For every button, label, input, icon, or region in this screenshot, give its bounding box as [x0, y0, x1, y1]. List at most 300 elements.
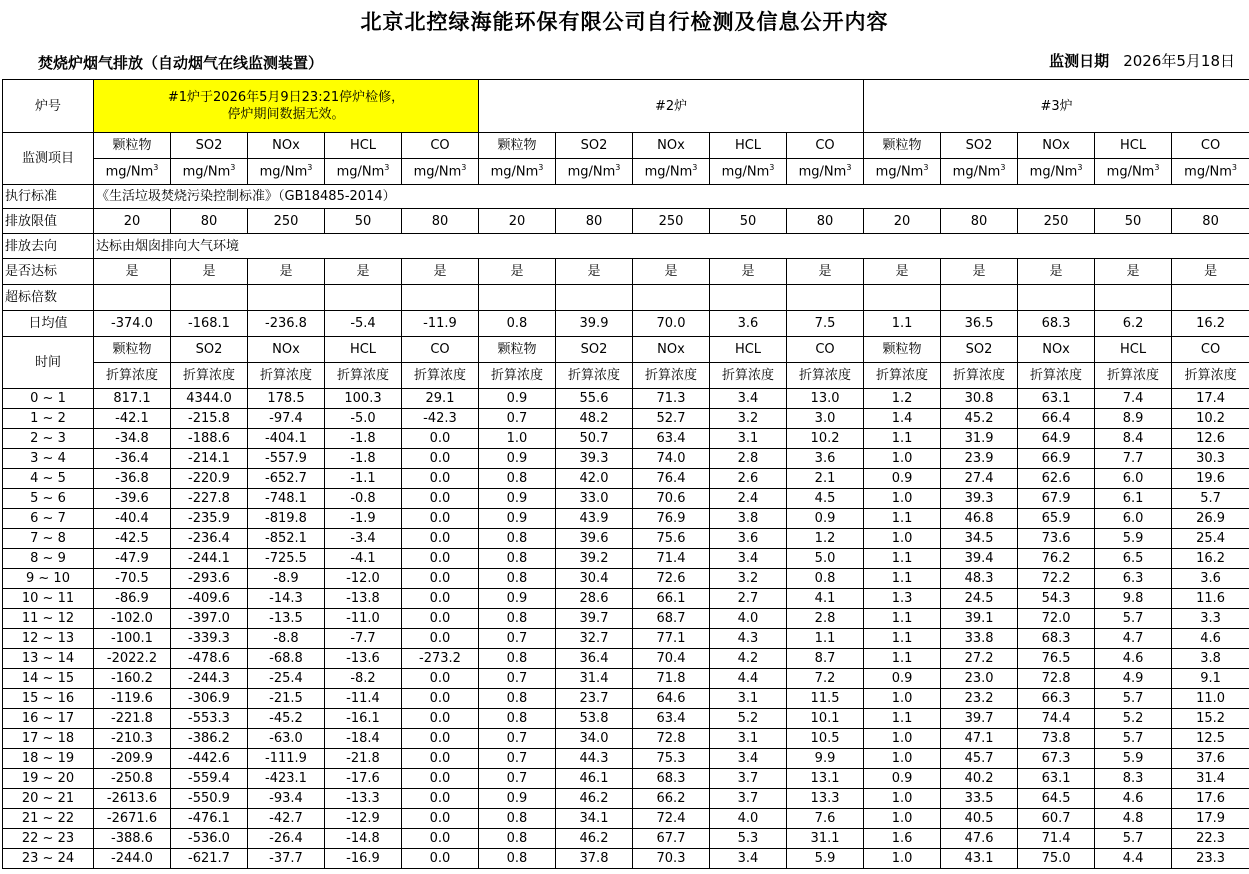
- unit-cell: [248, 159, 325, 185]
- value-cell: -34.8: [94, 429, 171, 449]
- value-cell: 1.2: [864, 389, 941, 409]
- value-cell: 0.8: [479, 469, 556, 489]
- value-cell: 0.0: [402, 569, 479, 589]
- value-cell: -339.3: [171, 629, 248, 649]
- value-cell: 9.9: [787, 749, 864, 769]
- table-row: [3, 829, 1249, 849]
- page-title: 北京北控绿海能环保有限公司自行检测及信息公开内容: [360, 10, 889, 34]
- time-cell: 7 ~ 8: [3, 529, 94, 549]
- value-cell: 0.0: [402, 609, 479, 629]
- value-cell: -12.0: [325, 569, 402, 589]
- unit-text: mg/Nm: [259, 164, 308, 180]
- value-cell: 47.1: [941, 729, 1018, 749]
- value-cell: 19.6: [1172, 469, 1249, 489]
- value-cell: 2.7: [710, 589, 787, 609]
- compliant-value: 是: [941, 259, 1018, 285]
- exceed-value: [1018, 285, 1095, 311]
- pollutant-header: NOx: [1018, 133, 1095, 159]
- value-cell: 0.0: [402, 749, 479, 769]
- value-cell: 7.7: [1095, 449, 1172, 469]
- value-cell: 48.3: [941, 569, 1018, 589]
- pollutant-header: CO: [787, 133, 864, 159]
- table-row: [3, 849, 1249, 869]
- value-cell: 0.0: [402, 629, 479, 649]
- value-cell: 3.4: [710, 549, 787, 569]
- value-cell: 10.2: [1172, 409, 1249, 429]
- value-cell: 2.8: [710, 449, 787, 469]
- compliant-value: 是: [1095, 259, 1172, 285]
- value-cell: 1.2: [787, 529, 864, 549]
- value-cell: 0.8: [479, 649, 556, 669]
- pollutant-header: NOx: [248, 337, 325, 363]
- value-cell: -1.9: [325, 509, 402, 529]
- pollutant-header: SO2: [556, 133, 633, 159]
- daily-avg-value: 3.6: [710, 311, 787, 337]
- daily-avg-value: 36.5: [941, 311, 1018, 337]
- value-cell: 43.9: [556, 509, 633, 529]
- value-cell: 4.5: [787, 489, 864, 509]
- unit-superscript: 3: [923, 163, 929, 173]
- conv-conc-header: 折算浓度: [325, 363, 402, 389]
- unit-cell: [1095, 159, 1172, 185]
- value-cell: 3.7: [710, 789, 787, 809]
- value-cell: 5.2: [1095, 709, 1172, 729]
- value-cell: -102.0: [94, 609, 171, 629]
- value-cell: 46.2: [556, 789, 633, 809]
- value-cell: -45.2: [248, 709, 325, 729]
- value-cell: 1.0: [864, 849, 941, 869]
- value-cell: 0.9: [864, 769, 941, 789]
- time-cell: 2 ~ 3: [3, 429, 94, 449]
- daily-avg-value: 68.3: [1018, 311, 1095, 337]
- value-cell: 72.4: [633, 809, 710, 829]
- value-cell: 8.7: [787, 649, 864, 669]
- time-cell: 23 ~ 24: [3, 849, 94, 869]
- compliant-value: 是: [710, 259, 787, 285]
- value-cell: 1.1: [864, 569, 941, 589]
- pollutant-header: HCL: [1095, 133, 1172, 159]
- value-cell: 0.8: [479, 529, 556, 549]
- value-cell: 67.9: [1018, 489, 1095, 509]
- pollutant-header: 颗粒物: [864, 133, 941, 159]
- value-cell: 40.2: [941, 769, 1018, 789]
- value-cell: 75.6: [633, 529, 710, 549]
- pollutant-header: NOx: [1018, 337, 1095, 363]
- value-cell: 67.7: [633, 829, 710, 849]
- conv-conc-header: 折算浓度: [248, 363, 325, 389]
- value-cell: 0.0: [402, 509, 479, 529]
- unit-text: mg/Nm: [952, 164, 1001, 180]
- unit-text: mg/Nm: [182, 164, 231, 180]
- value-cell: -39.6: [94, 489, 171, 509]
- value-cell: 0.0: [402, 809, 479, 829]
- daily-avg-value: -5.4: [325, 311, 402, 337]
- value-cell: 76.5: [1018, 649, 1095, 669]
- value-cell: 23.2: [941, 689, 1018, 709]
- value-cell: 34.1: [556, 809, 633, 829]
- value-cell: 4.4: [710, 669, 787, 689]
- value-cell: -4.1: [325, 549, 402, 569]
- compliant-value: 是: [402, 259, 479, 285]
- unit-cell: [864, 159, 941, 185]
- table-row: [3, 429, 1249, 449]
- pollutant-header: HCL: [710, 337, 787, 363]
- value-cell: -250.8: [94, 769, 171, 789]
- value-cell: -42.3: [402, 409, 479, 429]
- value-cell: 65.9: [1018, 509, 1095, 529]
- value-cell: 3.8: [1172, 649, 1249, 669]
- limit-value: 250: [1018, 209, 1095, 234]
- value-cell: 0.9: [479, 489, 556, 509]
- value-cell: 74.0: [633, 449, 710, 469]
- value-cell: -18.4: [325, 729, 402, 749]
- table-row: [3, 469, 1249, 489]
- value-cell: 178.5: [248, 389, 325, 409]
- exceed-value: [1095, 285, 1172, 311]
- value-cell: -404.1: [248, 429, 325, 449]
- value-cell: 11.0: [1172, 689, 1249, 709]
- value-cell: 39.3: [556, 449, 633, 469]
- time-cell: 17 ~ 18: [3, 729, 94, 749]
- value-cell: 2.8: [787, 609, 864, 629]
- value-cell: 0.0: [402, 489, 479, 509]
- value-cell: 46.2: [556, 829, 633, 849]
- value-cell: 4.1: [787, 589, 864, 609]
- value-cell: 39.7: [556, 609, 633, 629]
- value-cell: 0.0: [402, 549, 479, 569]
- time-cell: 4 ~ 5: [3, 469, 94, 489]
- value-cell: -26.4: [248, 829, 325, 849]
- unit-cell: [710, 159, 787, 185]
- limit-value: 250: [248, 209, 325, 234]
- table-row: [3, 769, 1249, 789]
- daily-avg-label: 日均值: [3, 311, 94, 337]
- value-cell: 10.5: [787, 729, 864, 749]
- value-cell: -244.3: [171, 669, 248, 689]
- value-cell: 3.1: [710, 729, 787, 749]
- value-cell: 44.3: [556, 749, 633, 769]
- value-cell: 75.3: [633, 749, 710, 769]
- value-cell: 34.5: [941, 529, 1018, 549]
- direction-value: 达标由烟囱排向大气环境: [94, 234, 1249, 259]
- value-cell: -86.9: [94, 589, 171, 609]
- exceed-value: [787, 285, 864, 311]
- value-cell: 0.7: [479, 669, 556, 689]
- value-cell: 6.5: [1095, 549, 1172, 569]
- table-row: [3, 529, 1249, 549]
- unit-text: mg/Nm: [413, 164, 462, 180]
- exceed-value: [479, 285, 556, 311]
- value-cell: 63.1: [1018, 769, 1095, 789]
- value-cell: 31.4: [556, 669, 633, 689]
- value-cell: 5.9: [1095, 529, 1172, 549]
- value-cell: 70.4: [633, 649, 710, 669]
- pollutant-header: CO: [787, 337, 864, 363]
- value-cell: 45.7: [941, 749, 1018, 769]
- value-cell: 0.9: [479, 389, 556, 409]
- value-cell: 7.4: [1095, 389, 1172, 409]
- pollutant-header: NOx: [633, 133, 710, 159]
- conv-conc-header: 折算浓度: [1172, 363, 1249, 389]
- unit-superscript: 3: [153, 163, 159, 173]
- value-cell: 32.7: [556, 629, 633, 649]
- value-cell: 0.9: [787, 509, 864, 529]
- value-cell: -2022.2: [94, 649, 171, 669]
- time-cell: 20 ~ 21: [3, 789, 94, 809]
- value-cell: 73.6: [1018, 529, 1095, 549]
- value-cell: 45.2: [941, 409, 1018, 429]
- value-cell: 1.1: [787, 629, 864, 649]
- value-cell: 23.0: [941, 669, 1018, 689]
- value-cell: 71.4: [633, 549, 710, 569]
- value-cell: 48.2: [556, 409, 633, 429]
- value-cell: 31.4: [1172, 769, 1249, 789]
- pollutant-header: HCL: [1095, 337, 1172, 363]
- table-row: [3, 649, 1249, 669]
- time-cell: 16 ~ 17: [3, 709, 94, 729]
- value-cell: 1.1: [864, 649, 941, 669]
- value-cell: 0.9: [479, 789, 556, 809]
- value-cell: 9.8: [1095, 589, 1172, 609]
- value-cell: -13.5: [248, 609, 325, 629]
- value-cell: 1.1: [864, 549, 941, 569]
- exec-std-label: 执行标准: [3, 185, 94, 209]
- value-cell: 4.6: [1095, 649, 1172, 669]
- value-cell: -273.2: [402, 649, 479, 669]
- pollutant-header: HCL: [325, 133, 402, 159]
- monitor-date: [1049, 50, 1235, 71]
- daily-avg-value: -374.0: [94, 311, 171, 337]
- value-cell: 0.7: [479, 409, 556, 429]
- value-cell: 42.0: [556, 469, 633, 489]
- pollutant-header: CO: [402, 133, 479, 159]
- value-cell: 0.8: [479, 809, 556, 829]
- value-cell: 33.8: [941, 629, 1018, 649]
- unit-text: mg/Nm: [1106, 164, 1155, 180]
- table-row: [3, 409, 1249, 429]
- daily-avg-value: 70.0: [633, 311, 710, 337]
- time-cell: 13 ~ 14: [3, 649, 94, 669]
- value-cell: 33.5: [941, 789, 1018, 809]
- value-cell: 1.3: [864, 589, 941, 609]
- unit-cell: [1172, 159, 1249, 185]
- value-cell: -36.4: [94, 449, 171, 469]
- value-cell: 39.4: [941, 549, 1018, 569]
- time-cell: 10 ~ 11: [3, 589, 94, 609]
- value-cell: 5.7: [1095, 729, 1172, 749]
- exceed-value: [1172, 285, 1249, 311]
- value-cell: 55.6: [556, 389, 633, 409]
- value-cell: 76.2: [1018, 549, 1095, 569]
- value-cell: -397.0: [171, 609, 248, 629]
- table-row: [3, 389, 1249, 409]
- furnace1-notice-line2: 停炉期间数据无效。: [227, 107, 345, 122]
- value-cell: 72.2: [1018, 569, 1095, 589]
- value-cell: 64.9: [1018, 429, 1095, 449]
- value-cell: 50.7: [556, 429, 633, 449]
- value-cell: 5.9: [1095, 749, 1172, 769]
- value-cell: -17.6: [325, 769, 402, 789]
- value-cell: 3.1: [710, 689, 787, 709]
- value-cell: 4.6: [1172, 629, 1249, 649]
- value-cell: -12.9: [325, 809, 402, 829]
- date-label: 监测日期: [1049, 52, 1110, 70]
- value-cell: 0.0: [402, 829, 479, 849]
- furnace1-notice-line1: #1炉于2026年5月9日23:21停炉检修，: [167, 90, 405, 105]
- unit-text: mg/Nm: [721, 164, 770, 180]
- value-cell: 73.8: [1018, 729, 1095, 749]
- table-row: [3, 629, 1249, 649]
- value-cell: 5.2: [710, 709, 787, 729]
- pollutant-header: 颗粒物: [479, 133, 556, 159]
- time-cell: 8 ~ 9: [3, 549, 94, 569]
- daily-avg-value: -11.9: [402, 311, 479, 337]
- compliant-label: 是否达标: [3, 259, 94, 285]
- value-cell: 11.6: [1172, 589, 1249, 609]
- value-cell: 0.7: [479, 749, 556, 769]
- value-cell: 28.6: [556, 589, 633, 609]
- limit-value: 50: [325, 209, 402, 234]
- unit-superscript: 3: [1231, 163, 1237, 173]
- value-cell: 1.0: [864, 449, 941, 469]
- value-cell: 63.4: [633, 429, 710, 449]
- value-cell: 6.0: [1095, 469, 1172, 489]
- exceed-value: [94, 285, 171, 311]
- value-cell: 17.4: [1172, 389, 1249, 409]
- value-cell: 0.8: [479, 549, 556, 569]
- value-cell: -8.8: [248, 629, 325, 649]
- value-cell: 36.4: [556, 649, 633, 669]
- value-cell: 3.4: [710, 849, 787, 869]
- conv-conc-header: 折算浓度: [941, 363, 1018, 389]
- limit-label: 排放限值: [3, 209, 94, 234]
- limit-value: 80: [171, 209, 248, 234]
- unit-text: mg/Nm: [1184, 164, 1232, 180]
- value-cell: 23.9: [941, 449, 1018, 469]
- value-cell: 3.6: [1172, 569, 1249, 589]
- value-cell: -209.9: [94, 749, 171, 769]
- value-cell: 67.3: [1018, 749, 1095, 769]
- value-cell: -388.6: [94, 829, 171, 849]
- value-cell: 3.8: [710, 509, 787, 529]
- value-cell: 10.1: [787, 709, 864, 729]
- value-cell: 0.7: [479, 729, 556, 749]
- time-cell: 15 ~ 16: [3, 689, 94, 709]
- value-cell: 15.2: [1172, 709, 1249, 729]
- value-cell: -8.2: [325, 669, 402, 689]
- value-cell: -1.8: [325, 429, 402, 449]
- value-cell: -235.9: [171, 509, 248, 529]
- value-cell: 72.0: [1018, 609, 1095, 629]
- value-cell: 72.8: [1018, 669, 1095, 689]
- table-row: [3, 589, 1249, 609]
- value-cell: 2.4: [710, 489, 787, 509]
- time-cell: 12 ~ 13: [3, 629, 94, 649]
- value-cell: 0.8: [479, 849, 556, 869]
- value-cell: 5.3: [710, 829, 787, 849]
- value-cell: 37.6: [1172, 749, 1249, 769]
- value-cell: 39.2: [556, 549, 633, 569]
- daily-avg-value: -168.1: [171, 311, 248, 337]
- value-cell: 1.1: [864, 429, 941, 449]
- limit-value: 50: [1095, 209, 1172, 234]
- value-cell: 71.4: [1018, 829, 1095, 849]
- value-cell: 53.8: [556, 709, 633, 729]
- unit-superscript: 3: [384, 163, 390, 173]
- value-cell: 5.7: [1172, 489, 1249, 509]
- compliant-value: 是: [248, 259, 325, 285]
- value-cell: 66.4: [1018, 409, 1095, 429]
- value-cell: 0.8: [787, 569, 864, 589]
- value-cell: 0.0: [402, 769, 479, 789]
- time-cell: 19 ~ 20: [3, 769, 94, 789]
- limit-value: 80: [941, 209, 1018, 234]
- value-cell: -37.7: [248, 849, 325, 869]
- value-cell: -386.2: [171, 729, 248, 749]
- table-row: [3, 749, 1249, 769]
- value-cell: -13.3: [325, 789, 402, 809]
- value-cell: 47.6: [941, 829, 1018, 849]
- exceed-value: [171, 285, 248, 311]
- value-cell: 0.0: [402, 589, 479, 609]
- value-cell: 8.4: [1095, 429, 1172, 449]
- value-cell: 72.8: [633, 729, 710, 749]
- value-cell: 5.7: [1095, 609, 1172, 629]
- value-cell: -11.4: [325, 689, 402, 709]
- value-cell: 3.4: [710, 749, 787, 769]
- value-cell: 30.4: [556, 569, 633, 589]
- value-cell: -160.2: [94, 669, 171, 689]
- value-cell: -236.4: [171, 529, 248, 549]
- time-label: 时间: [3, 337, 94, 389]
- value-cell: 30.8: [941, 389, 1018, 409]
- value-cell: 68.3: [633, 769, 710, 789]
- value-cell: 66.2: [633, 789, 710, 809]
- table-row: [3, 569, 1249, 589]
- unit-cell: [556, 159, 633, 185]
- value-cell: 0.0: [402, 729, 479, 749]
- value-cell: 29.1: [402, 389, 479, 409]
- value-cell: 26.9: [1172, 509, 1249, 529]
- value-cell: 30.3: [1172, 449, 1249, 469]
- value-cell: -478.6: [171, 649, 248, 669]
- value-cell: 66.3: [1018, 689, 1095, 709]
- table-row: [3, 669, 1249, 689]
- value-cell: 1.0: [864, 749, 941, 769]
- unit-cell: [94, 159, 171, 185]
- unit-text: mg/Nm: [336, 164, 385, 180]
- value-cell: -42.7: [248, 809, 325, 829]
- value-cell: -21.5: [248, 689, 325, 709]
- exceed-value: [633, 285, 710, 311]
- value-cell: 0.9: [864, 469, 941, 489]
- limit-value: 50: [710, 209, 787, 234]
- value-cell: 23.7: [556, 689, 633, 709]
- unit-cell: [1018, 159, 1095, 185]
- exceed-value: [402, 285, 479, 311]
- value-cell: 0.0: [402, 669, 479, 689]
- unit-text: mg/Nm: [798, 164, 847, 180]
- value-cell: -188.6: [171, 429, 248, 449]
- value-cell: 5.9: [787, 849, 864, 869]
- unit-text: mg/Nm: [644, 164, 693, 180]
- limit-value: 80: [556, 209, 633, 234]
- value-cell: 0.7: [479, 629, 556, 649]
- value-cell: 0.7: [479, 769, 556, 789]
- value-cell: -819.8: [248, 509, 325, 529]
- value-cell: 52.7: [633, 409, 710, 429]
- time-cell: 6 ~ 7: [3, 509, 94, 529]
